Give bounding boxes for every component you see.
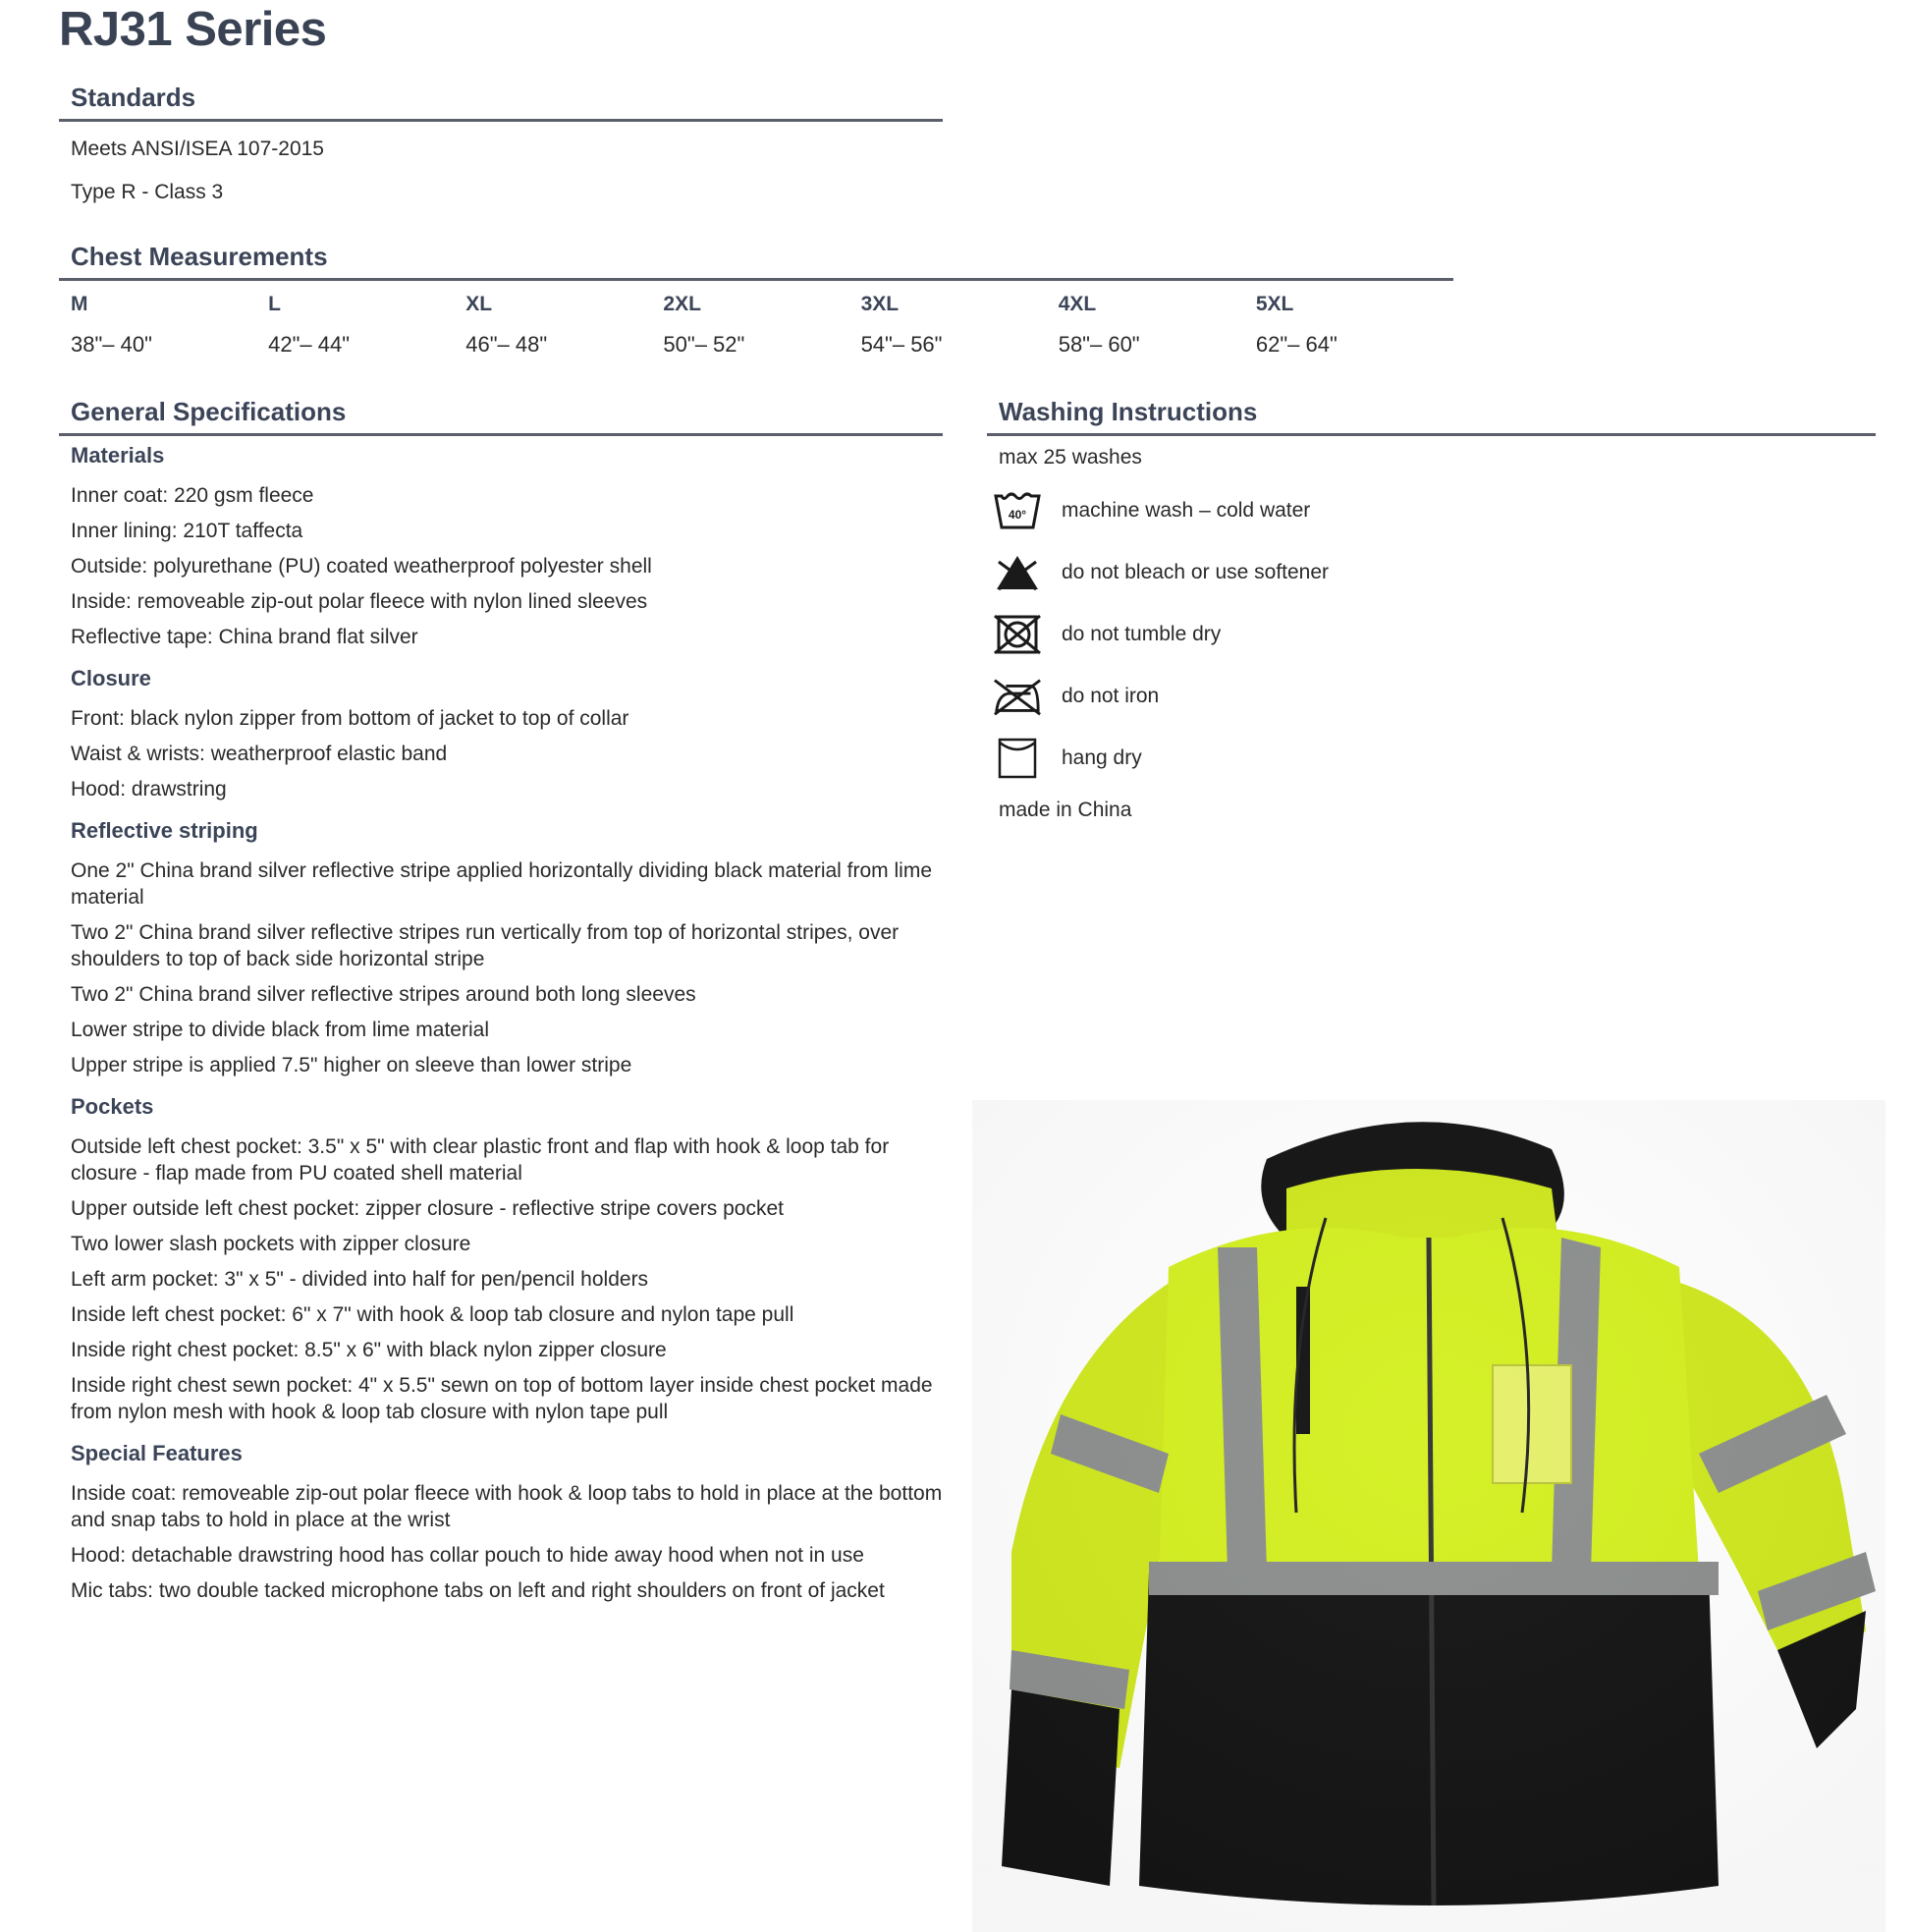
size-column <box>268 287 465 367</box>
spec-item: Inside right chest pocket: 8.5" x 6" with black nylon zipper closure <box>71 1339 667 1361</box>
wash-limit-note: max 25 washes <box>999 446 1142 469</box>
wash-temp-label: 40° <box>1008 507 1027 522</box>
spec-item: Outside: polyurethane (PU) coated weatherproof polyester shell <box>71 555 652 578</box>
spec-item: Outside left chest pocket: 3.5" x 5" with clear plastic front and flap with hook & loop tab for closure - flap made from PU coated shell material <box>71 1135 890 1185</box>
size-table <box>59 287 1453 367</box>
spec-item: Two 2" China brand silver reflective stripes around both long sleeves <box>71 983 696 1006</box>
spec-item: Front: black nylon zipper from bottom of jacket to top of collar <box>71 707 629 730</box>
closure-group <box>59 659 943 802</box>
spec-item: Reflective tape: China brand flat silver <box>71 626 418 648</box>
size-value: 62"– 64" <box>1255 332 1338 357</box>
wash-instruction <box>999 665 1876 727</box>
size-column <box>861 287 1059 367</box>
chest-section <box>59 242 1453 367</box>
special-features-group <box>59 1434 943 1604</box>
size-value: 38"– 40" <box>71 332 152 357</box>
size-value: 46"– 48" <box>465 332 548 357</box>
spec-item: Hood: detachable drawstring hood has collar pouch to hide away hood when not in use <box>71 1544 864 1567</box>
spec-item: Waist & wrists: weatherproof elastic band <box>71 743 448 765</box>
no-bleach-icon <box>993 550 1042 595</box>
wash-text: hang dry <box>1062 745 1142 769</box>
general-specs-heading: General Specifications <box>59 397 943 436</box>
spec-item: Inside coat: removeable zip-out polar fleece with hook & loop tabs to hold in place at the bottom and snap tabs to hold in place at the wrist <box>71 1482 943 1531</box>
machine-wash-40-icon <box>993 488 1042 533</box>
size-label: 5XL <box>1255 293 1294 315</box>
origin-note: made in China <box>999 799 1132 821</box>
size-column <box>663 287 860 367</box>
size-label: 4XL <box>1058 293 1097 315</box>
wash-text: do not bleach or use softener <box>1062 560 1330 583</box>
page-title: RJ31 Series <box>59 3 327 56</box>
jacket-product-image <box>972 1100 1885 1932</box>
wash-instruction <box>999 727 1876 789</box>
spec-item: One 2" China brand silver reflective stripe applied horizontally dividing black material from lime material <box>71 859 933 909</box>
group-title: Special Features <box>71 1441 243 1465</box>
size-value: 58"– 60" <box>1058 332 1140 357</box>
size-value: 42"– 44" <box>268 332 351 357</box>
size-column <box>465 287 663 367</box>
no-iron-icon <box>993 674 1042 719</box>
spec-item: Inside right chest sewn pocket: 4" x 5.5" sewn on top of bottom layer inside chest pocket made from nylon mesh with hook & loop tab closure with nylon tape pull <box>71 1374 933 1423</box>
group-title: Reflective striping <box>71 818 258 843</box>
standards-section <box>59 83 943 214</box>
wash-text: do not tumble dry <box>1062 622 1222 645</box>
spec-item: Hood: drawstring <box>71 778 227 800</box>
size-column <box>71 287 268 367</box>
wash-instruction <box>999 541 1876 603</box>
size-label: M <box>71 293 88 315</box>
spec-item: Two 2" China brand silver reflective stripes run vertically from top of horizontal stripes, over shoulders to top of back side horizontal stripe <box>71 921 900 970</box>
group-title: Materials <box>71 443 165 468</box>
spec-item: Inner coat: 220 gsm fleece <box>71 484 314 507</box>
standards-heading: Standards <box>59 83 943 122</box>
group-title: Closure <box>71 666 151 690</box>
size-column <box>1059 287 1256 367</box>
washing-section <box>987 397 1876 832</box>
washing-heading: Washing Instructions <box>987 397 1876 436</box>
wash-instruction <box>999 479 1876 541</box>
size-label: 2XL <box>663 293 701 315</box>
size-value: 54"– 56" <box>860 332 943 357</box>
spec-item: Inner lining: 210T taffecta <box>71 520 303 542</box>
no-tumble-dry-icon <box>993 612 1042 657</box>
standard-line: Type R - Class 3 <box>71 181 224 203</box>
spec-item: Upper stripe is applied 7.5" higher on sleeve than lower stripe <box>71 1054 632 1076</box>
spec-item: Inside left chest pocket: 6" x 7" with hook & loop tab closure and nylon tape pull <box>71 1303 794 1326</box>
spec-item: Upper outside left chest pocket: zipper closure - reflective stripe covers pocket <box>71 1197 784 1220</box>
hang-dry-icon <box>993 736 1042 781</box>
wash-text: do not iron <box>1062 684 1160 707</box>
reflective-striping-group <box>59 811 943 1078</box>
spec-item: Inside: removeable zip-out polar fleece with nylon lined sleeves <box>71 590 648 613</box>
wash-text: machine wash – cold water <box>1062 498 1311 522</box>
spec-item: Mic tabs: two double tacked microphone tabs on left and right shoulders on front of jacket <box>71 1579 885 1602</box>
spec-item: Two lower slash pockets with zipper closure <box>71 1233 471 1255</box>
spec-item: Left arm pocket: 3" x 5" - divided into half for pen/pencil holders <box>71 1268 649 1291</box>
spec-item: Lower stripe to divide black from lime material <box>71 1019 489 1041</box>
pockets-group <box>59 1087 943 1425</box>
group-title: Pockets <box>71 1094 154 1119</box>
materials-group <box>59 436 943 650</box>
size-column <box>1256 287 1453 367</box>
general-specs-section <box>59 397 943 1613</box>
size-label: 3XL <box>860 293 900 315</box>
size-label: XL <box>465 293 493 315</box>
standard-line: Meets ANSI/ISEA 107-2015 <box>71 138 324 160</box>
wash-instruction <box>999 603 1876 665</box>
chest-heading: Chest Measurements <box>59 242 1453 281</box>
size-value: 50"– 52" <box>663 332 745 357</box>
size-label: L <box>268 293 281 315</box>
